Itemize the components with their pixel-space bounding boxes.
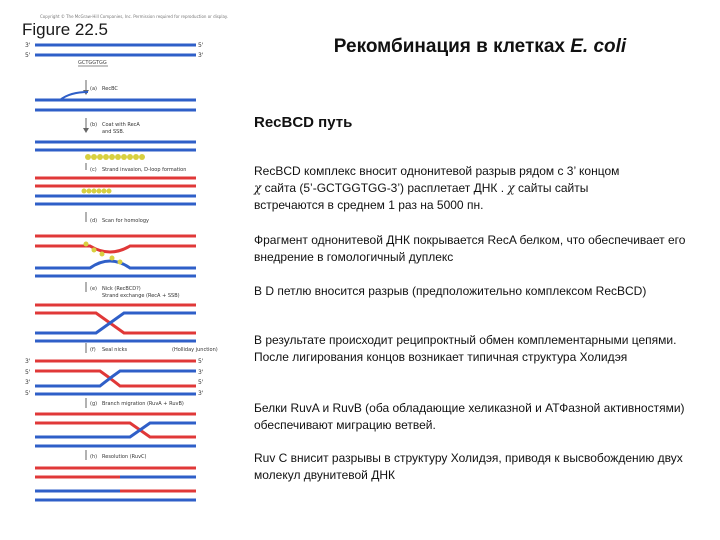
slide-subtitle: RecBCD путь [254, 114, 353, 131]
step-text-f: Seal nicks [102, 347, 128, 353]
slide-title-main: Рекомбинация в клетках [333, 36, 571, 57]
step-label-h: (h) [90, 454, 98, 460]
step-text-h: Resolution (RuvC) [102, 454, 147, 460]
recombination-figure [0, 0, 240, 540]
end-label-3prime-top-right: 3' [198, 52, 204, 59]
figure-copyright: Copyright © The McGraw-Hill Companies, Inc. Permission required for reproduction or display. [40, 14, 228, 19]
end-label-3prime-top: 3' [25, 42, 31, 49]
step-label-d: (d) [90, 218, 98, 224]
slide-title [260, 36, 700, 58]
paragraph-recbcd-line2: сайта (5’-GCTGGTGG-3’) расплетает ДНК . [261, 181, 508, 195]
recA-beads [85, 154, 145, 160]
step-label-f: (f) [90, 347, 96, 353]
slide-title-organism: E. coli [570, 36, 627, 57]
step-arrowhead [83, 128, 89, 133]
chi-site-label: GCTGGTGG [78, 60, 107, 66]
paragraph-reca: Фрагмент однонитевой ДНК покрывается RecA белком, что обеспечивает его внедрение в гомологичный дуплекс [254, 233, 686, 264]
end-label-5prime-right: 5' [198, 379, 204, 386]
step-label-c: (c) [90, 167, 97, 173]
end-label-5prime: 5' [25, 369, 31, 376]
paragraph-recbcd [254, 163, 704, 214]
step-label-b: (b) [90, 122, 98, 128]
chi-symbol: χ [254, 181, 262, 195]
step-label-a: (a) [90, 86, 97, 92]
step-text-f-2: (Holliday junction) [172, 347, 218, 353]
dna-strand-red [35, 313, 196, 333]
chi-symbol: χ [507, 181, 515, 195]
dna-strand-blue [35, 261, 196, 268]
dna-strand-blue [35, 423, 196, 437]
paragraph-dloop-nick: В D петлю вносится разрыв (предположительно комплексом RecBCD) [254, 284, 647, 298]
step-text-e-2: Strand exchange (RecA + SSB) [102, 293, 180, 299]
step-label-g: (g) [90, 401, 98, 407]
end-label-5prime: 5' [25, 390, 31, 397]
step-text-b: Coat with RecA [102, 122, 140, 128]
step-text-e: Nick (RecBCD?) [102, 286, 141, 292]
step-text-c: Strand invasion, D-loop formation [102, 167, 187, 173]
step-text-g: Branch migration (RuvA + RuvB) [102, 401, 184, 407]
end-label-5prime-top: 5' [25, 52, 31, 59]
dna-strand-red [35, 246, 196, 252]
end-label-5prime-right: 5' [198, 358, 204, 365]
paragraph-holliday: В результате происходит реципроктный обмен комплементарными цепями. После лигирования концов возникает типичная структура Холидэя [254, 333, 677, 364]
paragraph-recbcd-line1: RecBCD комплекс вносит однонитевой разрыв рядом с 3’ концом [254, 164, 620, 178]
paragraph-ruvab: Белки RuvA и RuvB (оба обладающие хеликазной и АТФазной активностями) обеспечивают миграцию ветвей. [254, 401, 685, 432]
dna-strand-blue [35, 313, 196, 333]
recA-beads [82, 189, 112, 194]
end-label-3prime: 3' [25, 358, 31, 365]
end-label-5prime-top-right: 5' [198, 42, 204, 49]
dna-strand-red [35, 423, 196, 437]
end-label-3prime-right: 3' [198, 369, 204, 376]
end-label-3prime: 3' [25, 379, 31, 386]
end-label-3prime-right: 3' [198, 390, 204, 397]
step-text-d: Scan for homology [102, 218, 149, 224]
step-text-a: RecBC [102, 86, 118, 92]
step-label-e: (e) [90, 286, 97, 292]
figure-title: Figure 22.5 [22, 20, 108, 39]
step-text-b-2: and SSB. [102, 129, 125, 135]
paragraph-recbcd-line3: встречаются в среднем 1 раз на 5000 пн. [254, 198, 484, 212]
paragraph-ruvc: Ruv C внисит разрывы в структуру Холидэя, приводя к высвобождению двух молекул двунитевой ДНК [254, 451, 683, 482]
figure-diagram [0, 0, 240, 540]
paragraph-recbcd-line2b: сайты сайты [514, 181, 589, 195]
